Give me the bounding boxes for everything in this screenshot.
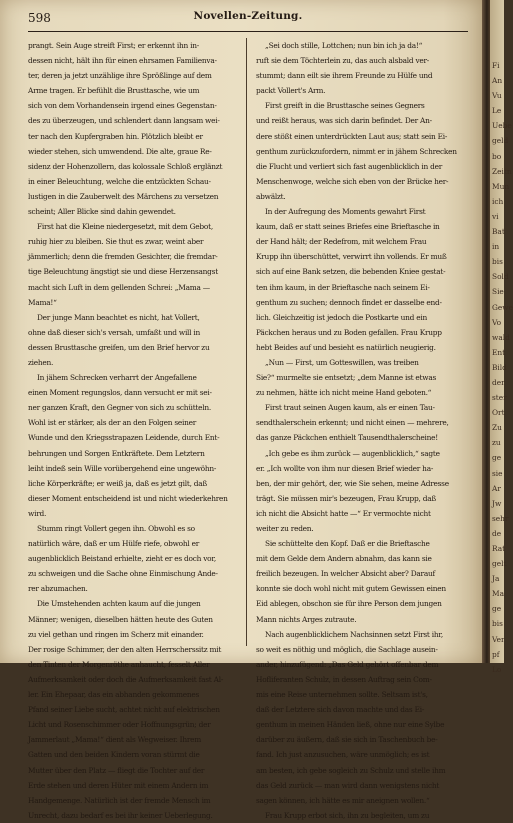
text-line: und reißt heraus, was sich darin befindet. Der An-: [256, 116, 432, 126]
text-line: die Flucht und verliert sich fast augenblicklich in der: [256, 161, 443, 171]
page-header: [28, 10, 468, 30]
facing-page-line: vi: [492, 211, 499, 221]
text-line: lustigen in die Zauberwelt des Märchens zu versetzen: [28, 191, 219, 201]
text-line: macht sich Luft in dem gellenden Schrei: „Mama —: [28, 282, 210, 292]
book-gutter: [482, 0, 490, 663]
facing-page-line: der: [492, 377, 505, 387]
text-line: den Tinten der Morgenröthe anhaucht, fesselt Aller: [28, 659, 210, 669]
text-line: Eid ablegen, obschon sie für ihre Person dem jungen: [256, 599, 442, 609]
facing-page-line: gelt: [492, 559, 507, 569]
text-line: das Geld zurück — man wird dann wenigstens nicht: [256, 780, 440, 790]
text-line: mis eine Reise unternehmen sollte. Seltsam ist's,: [256, 690, 428, 700]
text-line: Männer; wenigen, dieselben hätten heute des Guten: [28, 614, 213, 624]
text-line: „Nun — First, um Gotteswillen, was treiben: [265, 357, 419, 367]
facing-page-line: Zu: [492, 423, 502, 433]
text-line: dieser Moment entscheidend ist und nicht wiederkehren: [28, 493, 228, 503]
text-line: Sie?“ murmelte sie entsetzt; „dem Manne ist etwas: [256, 373, 437, 383]
text-line: wird.: [28, 508, 47, 518]
facing-page-line: Bat: [492, 227, 505, 237]
text-line: zu viel gethan und ringen im Scherz mit einander.: [28, 629, 204, 639]
facing-page-line: Vu: [492, 91, 502, 101]
text-line: In jähem Schrecken verharrt der Angefallene: [37, 373, 197, 383]
text-line: sendthalerschein erkennt; und nicht einen — mehrere,: [256, 418, 449, 428]
text-line: genthum in meinen Händen ließ, ohne nur eine Sylbe: [256, 720, 445, 730]
text-line: rer abzumachen.: [28, 584, 88, 594]
facing-page-line: de: [492, 528, 502, 538]
facing-page-line: ge: [492, 453, 502, 463]
text-line: Der rosige Schimmer, der den alten Herrscherssitz mit: [28, 644, 222, 654]
text-line: ner ganzen Kraft, den Gegner von sich zu schütteln.: [28, 403, 212, 413]
text-line: Frau Krupp erbot sich, ihn zu begleiten, um zu: [265, 810, 430, 820]
facing-page-line: Jw: [492, 498, 502, 508]
text-line: ruft sie dem Töchterlein zu, das auch alsbald ver-: [256, 56, 430, 66]
text-line: am besten, ich gebe sogleich zu Schulz und stelle ihm: [256, 765, 446, 775]
right-text-column: [256, 38, 468, 820]
text-line: Sie schüttelte den Kopf. Daß er die Brieftasche: [265, 539, 430, 549]
text-line: First hat die Kleine niedergesetzt, mit dem Gebot,: [37, 222, 213, 232]
text-line: prangt. Sein Auge streift First; er erkennt ihn in-: [28, 41, 199, 50]
text-line: Krupp ihn überschüttet, verwirrt ihn vollends. Er muß: [256, 252, 447, 262]
text-line: er. „Ich wollte von ihm nur diesen Brief wieder ha-: [256, 463, 434, 473]
text-line: kaum, daß er statt seines Briefes eine Brieftasche in: [256, 222, 440, 232]
text-line: Unrecht, dazu bedarf es bei ihr keiner Ueberlegung.: [28, 810, 213, 820]
text-line: In der Aufregung des Moments gewahrt First: [265, 207, 426, 217]
text-line: Licht und Rosenschimmer oder Hoffnungsgrün; der: [28, 720, 211, 730]
text-line: scheint; Aller Blicke sind dahin gewendet.: [28, 207, 176, 217]
facing-page-edge: [490, 0, 513, 674]
text-line: sich von dem Vorhandensein irgend eines Gegenstan-: [28, 101, 217, 111]
text-line: Handgemenge. Natürlich ist der fremde Mensch im: [28, 795, 211, 805]
facing-page-line: Ver: [492, 634, 505, 644]
facing-page-line: Zeitn: [492, 166, 512, 176]
facing-page-text: [490, 58, 513, 677]
text-line: zu nehmen, hätte ich nicht meine Hand geboten.“: [256, 388, 432, 398]
page-number: 598: [28, 11, 51, 25]
facing-page-line: Sie: [492, 287, 504, 297]
facing-page-line: pf: [492, 649, 500, 659]
text-line: Menschenwoge, welche sich eben von der Brücke her-: [256, 176, 449, 186]
text-line: dessen nicht, hält ihn für einen ehrsamen Familienva-: [28, 56, 217, 66]
text-line: sagen können, ich hätte es mir aneignen wollen.“: [256, 795, 430, 805]
text-line: First traut seinen Augen kaum, als er einen Tau-: [265, 403, 435, 413]
text-line: lich. Gleichzeitig ist jedoch die Postkarte und ein: [256, 312, 428, 322]
text-line: ander, hinzufügend: „Das Geld gehört offenbar dem: [256, 659, 439, 669]
facing-page-line: ich: [492, 196, 504, 206]
text-line: Päckchen heraus und zu Boden gefallen. Frau Krupp: [256, 327, 442, 337]
text-line: augenblicklich Beistand erhielte, zieht er es doch vor,: [28, 554, 216, 564]
facing-page-line: bo: [492, 151, 502, 161]
text-line: trägt. Sie müssen mir's bezeugen, Frau Krupp, daß: [256, 493, 437, 503]
text-line: dessen Brusttasche greifen, um den Brief hervor zu: [28, 342, 210, 352]
header-rule: [28, 31, 468, 32]
facing-page-line: bis: [492, 257, 503, 267]
text-line: ten ihm kaum, in der Brieftasche nach seinem Ei-: [256, 282, 430, 292]
facing-page-line: Gewe: [492, 302, 513, 312]
text-line: leiht indeß sein Wille vorübergehend eine ungewöhn-: [28, 463, 217, 473]
text-line: Mann nichts Arges zutraute.: [256, 614, 357, 624]
facing-page-line: zu: [492, 438, 501, 448]
text-line: abwälzt.: [256, 191, 286, 201]
text-line: fand. Ich just anzusuchen, wäre unmöglich; es ist: [256, 750, 430, 760]
column-divider: [246, 38, 247, 646]
text-line: so weit es nöthig und möglich, die Sachlage ausein-: [256, 644, 438, 654]
facing-page-line: Le: [492, 106, 502, 116]
facing-page-line: in: [492, 242, 500, 252]
text-line: darüber zu äußern, daß sie sich in Taschenbuch be-: [256, 735, 438, 745]
text-line: natürlich wäre, daß er um Hülfe riefe, obwohl er: [28, 539, 199, 549]
text-line: ruhig hier zu bleiben. Sie thut es zwar, weint aber: [28, 237, 204, 247]
facing-page-line: sehr: [492, 513, 509, 523]
text-line: in einer Beleuchtung, welche die entzückten Schau-: [28, 176, 211, 186]
text-line: ler. Ein Ehepaar, das ein abhanden gekommenes: [28, 690, 200, 700]
facing-page-line: Bild: [492, 362, 507, 372]
text-line: ich nicht die Absicht hatte —“ Er vermochte nicht: [256, 508, 431, 518]
text-line: zu schweigen und die Sache ohne Einmischung Ande-: [28, 569, 218, 579]
text-line: sich auf eine Bank setzen, die bebenden Kniee gestat-: [256, 267, 446, 277]
facing-page-line: Rat: [492, 544, 506, 553]
text-line: liche Körperkräfte; er weiß ja, daß es jetzt gilt, daß: [28, 478, 208, 488]
facing-page-line: Ent: [492, 347, 506, 357]
text-line: ter, deren ja jetzt unzählige ihre Sprößlinge auf dem: [28, 71, 212, 81]
facing-page-line: Sold: [492, 272, 509, 282]
text-line: sidenz der Hohenzollern, das kolossale Schloß erglänzt: [28, 161, 223, 171]
facing-page-line: ster: [492, 393, 507, 403]
text-line: freilich bezeugen. In welcher Absicht aber? Darauf: [256, 569, 435, 579]
text-line: des zu überzeugen, und schlendert dann langsam wei-: [28, 116, 220, 126]
text-line: dere stößt einen unterdrückten Laut aus; statt sein Ei-: [256, 131, 448, 141]
text-line: Wunde und den Kriegsstrapazen Leidende, durch Ent-: [28, 433, 220, 443]
text-line: stummt; dann eilt sie ihrem Freunde zu Hülfe und: [256, 71, 433, 81]
facing-page-line: bis: [492, 619, 503, 629]
facing-page-line: An: [492, 76, 503, 86]
facing-page-line: wald: [492, 332, 510, 342]
text-line: Aufmerksamkeit oder doch die Aufmerksamkeit fast Al-: [28, 674, 224, 684]
text-line: ziehen.: [28, 357, 54, 367]
text-line: „Ich gebe es ihm zurück — augenblicklich,“ sagte: [265, 448, 440, 458]
facing-page-line: Ma: [492, 589, 504, 599]
text-line: „Sei doch stille, Lottchen; nun bin ich ja da!“: [265, 41, 423, 50]
text-line: hebt Beides auf und besieht es natürlich neugierig.: [256, 342, 436, 352]
facing-page-line: Ja: [492, 574, 500, 584]
text-line: First greift in die Brusttasche seines Gegners: [265, 101, 425, 111]
text-line: das ganze Päckchen enthielt Tausendthalerscheine!: [256, 433, 438, 443]
text-line: jämmerlich; denn die fremden Gesichter, die fremdar-: [28, 252, 218, 262]
facing-page-line: Ar: [492, 483, 501, 493]
text-line: genthum zurückzufordern, nimmt er in jähem Schrecken: [256, 146, 457, 156]
text-line: ben, der mir gehört, der, wie Sie sehen, meine Adresse: [256, 478, 449, 488]
text-line: der Hand hält; der Redefrom, mit welchem Frau: [256, 237, 427, 247]
text-line: Erde stehen und deren Hüter mit einem Andern im: [28, 780, 209, 790]
text-line: tige Beleuchtung ängstigt sie und diese Herzensangst: [28, 267, 218, 277]
text-line: Pfand seiner Liebe sucht, achtet nicht auf elektrischen: [28, 705, 220, 715]
text-line: Gatten und den beiden Kindern voran stürmt die: [28, 750, 200, 760]
facing-page-line: Fi: [492, 61, 500, 70]
facing-page-line: Uebe: [492, 121, 512, 131]
text-line: ter nach den Kupfergraben hin. Plötzlich bleibt er: [28, 131, 203, 141]
text-line: genthum zu suchen; dennoch findet er dasselbe end-: [256, 297, 442, 307]
text-line: Arme tragen. Er befühlt die Brusttasche, wie um: [28, 86, 200, 96]
facing-page-line: geld: [492, 136, 509, 146]
left-text-column: [28, 38, 240, 820]
text-line: Hofliferanten Schulz, in dessen Auftrag sein Com-: [256, 674, 432, 684]
text-line: packt Vollert's Arm.: [256, 86, 326, 96]
running-title: Novellen-Zeitung.: [193, 10, 303, 22]
facing-page-line: sie: [492, 468, 503, 478]
text-line: Wohl ist er stärker, als der an den Folgen seiner: [28, 418, 197, 428]
facing-page-line: Vo: [492, 317, 502, 327]
facing-page-line: Ort: [492, 408, 505, 418]
text-line: ohne daß dieser sich's versah, umfaßt und will in: [28, 327, 201, 337]
text-line: daß der Letztere sich davon machte und das Ei-: [256, 705, 425, 715]
facing-page-line: ge: [492, 604, 502, 614]
text-line: Stumm ringt Vollert gegen ihn. Obwohl es so: [37, 524, 195, 533]
text-line: behrungen und Sorgen Entkräftete. Dem Letztern: [28, 448, 205, 458]
text-line: Nach augenblicklichem Nachsinnen setzt First ihr,: [265, 629, 443, 639]
text-line: einen Moment regungslos, dann versucht er mit sei-: [28, 388, 212, 398]
text-line: Der junge Mann beachtet es nicht, hat Vollert,: [37, 312, 200, 322]
text-line: mit dem Gelde dem Andern abnahm, das kann sie: [256, 554, 432, 564]
text-line: Jammerlaut „Mama!“ dient als Wegweiser. Ihrem: [28, 735, 202, 745]
text-line: Die Umstehenden achten kaum auf die jungen: [37, 599, 201, 609]
text-line: Mutter über den Platz — fliegt die Tochter auf der: [28, 765, 205, 775]
facing-page-line: Lo: [492, 664, 502, 674]
text-line: konnte sie doch wohl nicht mit gutem Gewissen einen: [256, 584, 446, 594]
text-line: wieder stehen, sich umwendend. Die alte, graue Re-: [28, 146, 212, 156]
text-line: Mama!“: [28, 297, 57, 307]
text-line: weiter zu reden.: [256, 524, 314, 533]
facing-page-line: Mun: [492, 181, 510, 191]
